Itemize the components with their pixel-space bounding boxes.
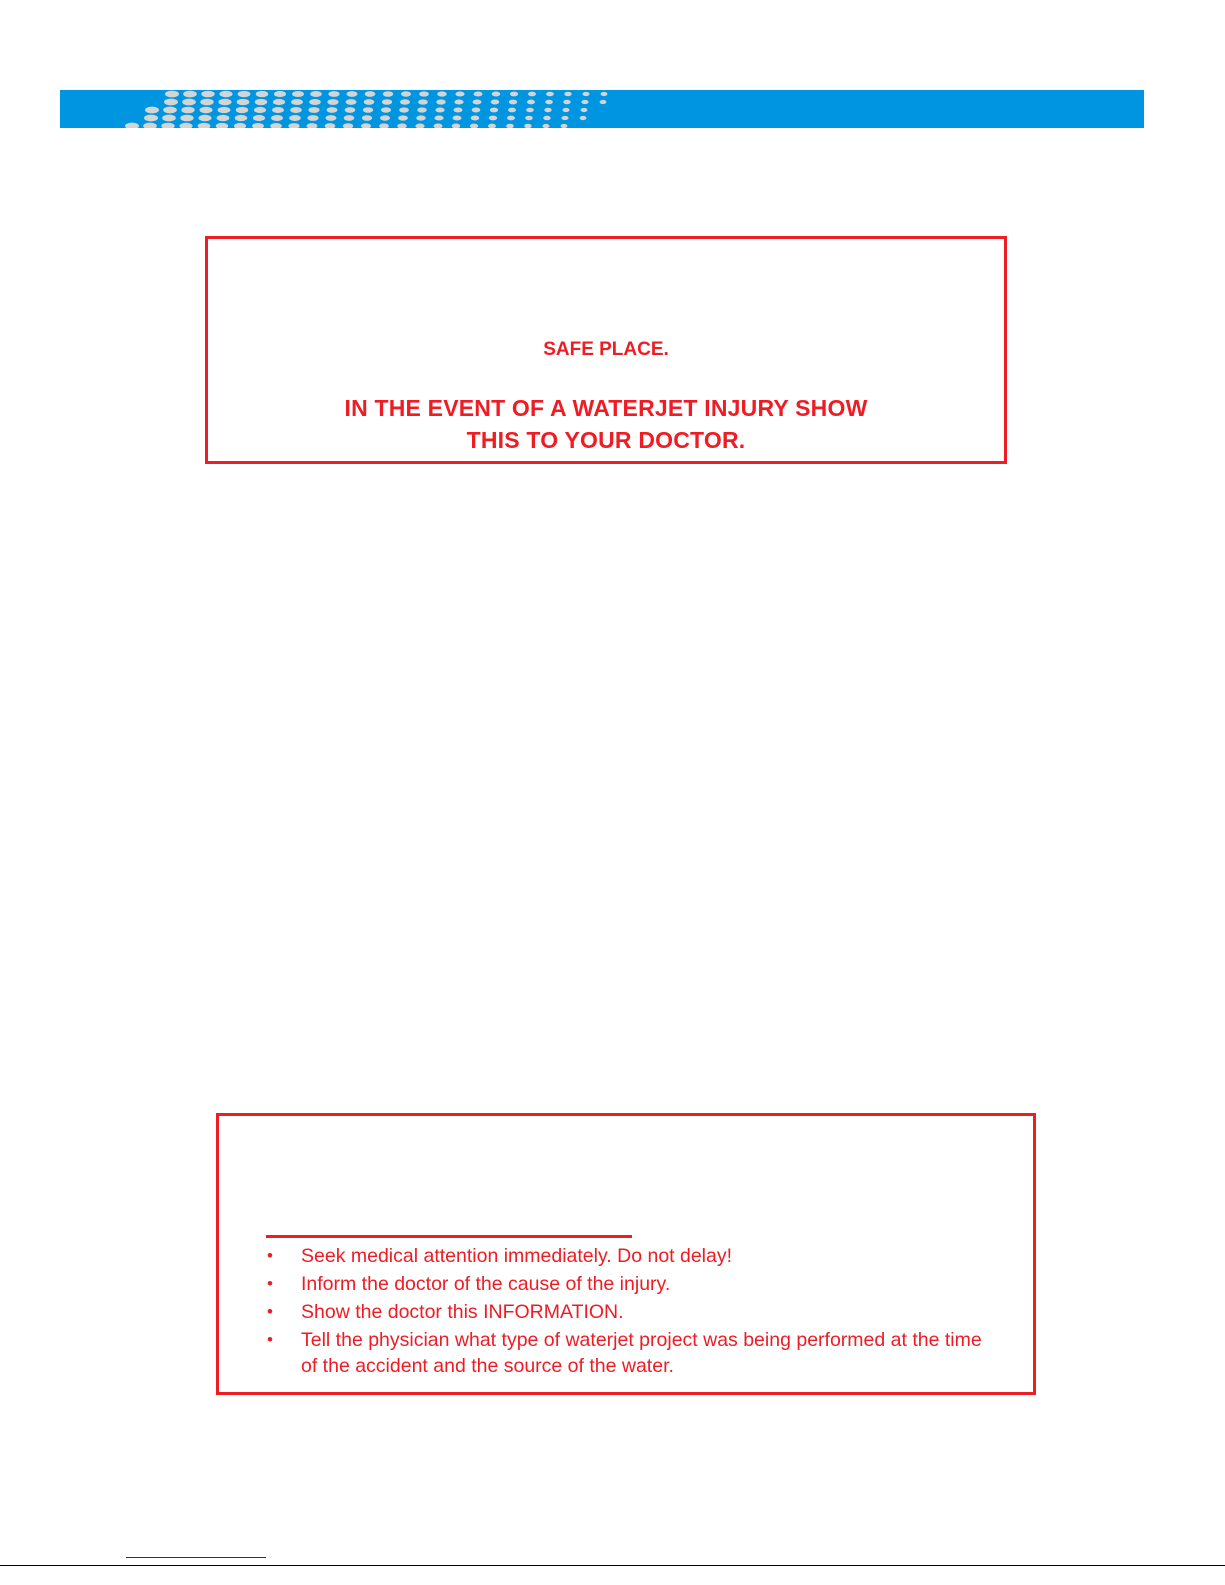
bullet-dot-icon: • [267,1330,273,1349]
instructions-list [263,1243,1003,1381]
bottom-warning-box [216,1113,1036,1395]
list-item [263,1243,1003,1269]
bullet-dot-icon: • [267,1246,273,1265]
safe-place-text: SAFE PLACE. [543,339,669,360]
list-item-text: Inform the doctor of the cause of the injury. [301,1273,671,1295]
list-item [263,1299,1003,1325]
list-item [263,1271,1003,1297]
top-warning-box [205,236,1007,464]
halftone-dots-pattern [60,90,1144,128]
list-item-text: Show the doctor this INFORMATION. [301,1301,624,1323]
header-band [60,90,1144,128]
footer-rule [0,1565,1225,1566]
list-item [263,1327,1003,1379]
footer-link-underline [126,1557,266,1558]
bullet-dot-icon: • [267,1274,273,1293]
injury-notice-line-1: IN THE EVENT OF A WATERJET INJURY SHOW [344,395,868,421]
bullet-dot-icon: • [267,1302,273,1321]
heading-underline [266,1235,632,1238]
injury-notice-line-2: THIS TO YOUR DOCTOR. [466,427,746,453]
list-item-text: Seek medical attention immediately. Do not delay! [301,1245,733,1267]
list-item-text: Tell the physician what type of waterjet project was being performed at the time of the accident and the source of the water. [301,1329,982,1377]
